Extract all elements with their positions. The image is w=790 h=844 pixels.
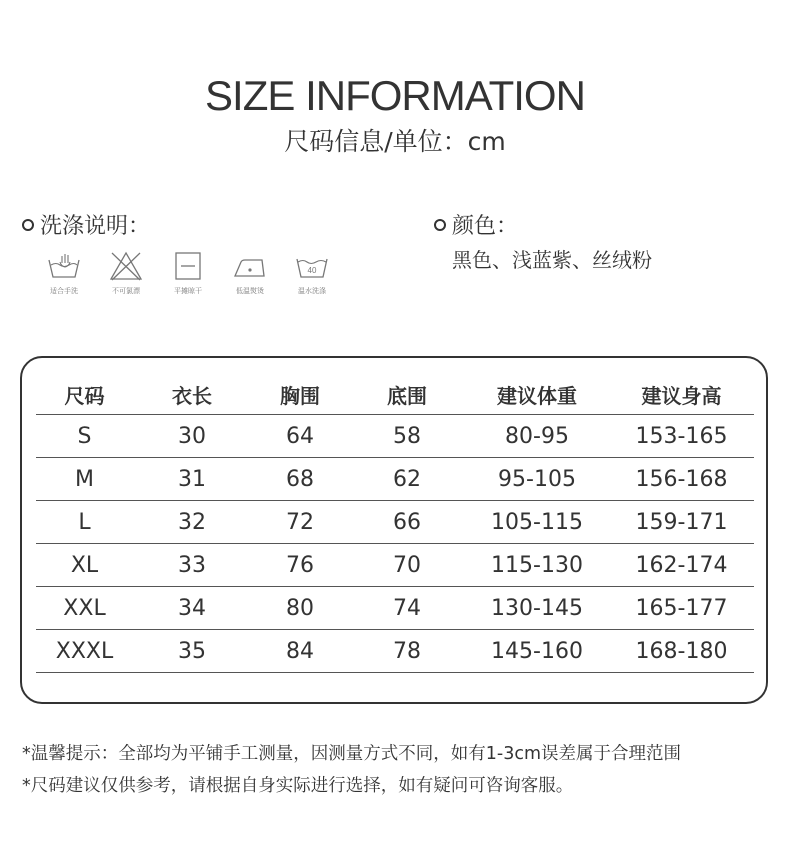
table-cell: 76 (286, 552, 314, 578)
column-header: 建议体重 (497, 383, 577, 408)
column-header: 胸围 (280, 383, 320, 408)
bullet-circle-icon (434, 219, 446, 231)
table-cell: 30 (178, 423, 206, 449)
table-cell: 34 (178, 595, 206, 621)
table-cell: XXL (63, 595, 106, 621)
table-cell: 159-171 (635, 509, 728, 535)
care-item-no-bleach (95, 250, 157, 296)
column-header: 底围 (387, 383, 427, 408)
table-row (36, 544, 754, 587)
table-cell: 32 (178, 509, 206, 535)
flat-dry-icon (170, 250, 206, 282)
table-row (36, 415, 754, 458)
table-cell: 80-95 (505, 423, 569, 449)
table-header-row (36, 374, 754, 415)
table-cell: 84 (286, 638, 314, 664)
warm-wash-40-icon (294, 250, 330, 282)
table-cell: 165-177 (635, 595, 728, 621)
table-cell: 58 (393, 423, 421, 449)
low-iron-icon (232, 250, 268, 282)
note-line: *尺码建议仅供参考，请根据自身实际进行选择，如有疑问可咨询客服。 (22, 776, 574, 796)
note-line: *温馨提示：全部均为平铺手工测量，因测量方式不同，如有1-3cm误差属于合理范围 (22, 744, 681, 764)
table-cell: 70 (393, 552, 421, 578)
care-label: 平摊晾干 (174, 287, 202, 295)
table-cell: 72 (286, 509, 314, 535)
care-icons (33, 250, 343, 296)
table-cell: XL (70, 552, 99, 578)
wash-temperature: 40 (307, 266, 317, 275)
care-item-flat-dry (157, 250, 219, 296)
size-table-box (20, 356, 768, 704)
table-cell: 31 (178, 466, 206, 492)
column-header: 衣长 (172, 383, 212, 408)
table-cell: 80 (286, 595, 314, 621)
table-cell: 168-180 (635, 638, 728, 664)
table-cell: 35 (178, 638, 206, 664)
table-row (36, 587, 754, 630)
care-label: 适合手洗 (50, 287, 78, 295)
care-heading-label: 洗涤说明： (40, 214, 151, 239)
column-header: 尺码 (64, 383, 105, 408)
table-cell: XXXL (55, 638, 114, 664)
table-cell: S (77, 423, 92, 449)
colors-heading-label: 颜色： (452, 214, 519, 239)
table-cell: 115-130 (491, 552, 583, 578)
table-cell: 78 (393, 638, 421, 664)
bullet-circle-icon (22, 219, 34, 231)
table-row (36, 458, 754, 501)
column-header: 建议身高 (641, 383, 722, 408)
table-row (36, 501, 754, 544)
care-label: 温水洗涤 (298, 287, 326, 295)
table-row (36, 630, 754, 673)
table-cell: 105-115 (491, 509, 583, 535)
care-item-low-iron (219, 250, 281, 296)
table-cell: 68 (286, 466, 314, 492)
size-table (36, 374, 754, 673)
table-cell: 153-165 (635, 423, 728, 449)
table-cell: M (75, 466, 94, 492)
table-cell: 74 (393, 595, 421, 621)
hand-wash-icon (46, 250, 82, 282)
care-item-warm-wash (281, 250, 343, 296)
colors-value: 黑色、浅蓝紫、丝绒粉 (452, 248, 652, 272)
table-cell: 33 (178, 552, 206, 578)
page-subtitle: 尺码信息/单位：cm (284, 127, 506, 156)
care-heading (22, 209, 150, 240)
colors-heading (434, 209, 518, 240)
table-cell: 95-105 (498, 466, 576, 492)
page-title: SIZE INFORMATION (205, 72, 585, 119)
notes (22, 738, 681, 802)
table-cell: 162-174 (635, 552, 728, 578)
table-cell: 130-145 (491, 595, 583, 621)
care-label: 低温熨烫 (236, 287, 264, 295)
care-label: 不可氯漂 (112, 287, 140, 295)
no-bleach-icon (108, 250, 144, 282)
table-cell: 156-168 (635, 466, 728, 492)
care-item-hand-wash (33, 250, 95, 296)
table-cell: L (78, 509, 91, 535)
table-cell: 66 (393, 509, 421, 535)
table-cell: 145-160 (491, 638, 583, 664)
table-cell: 64 (286, 423, 314, 449)
table-cell: 62 (393, 466, 421, 492)
